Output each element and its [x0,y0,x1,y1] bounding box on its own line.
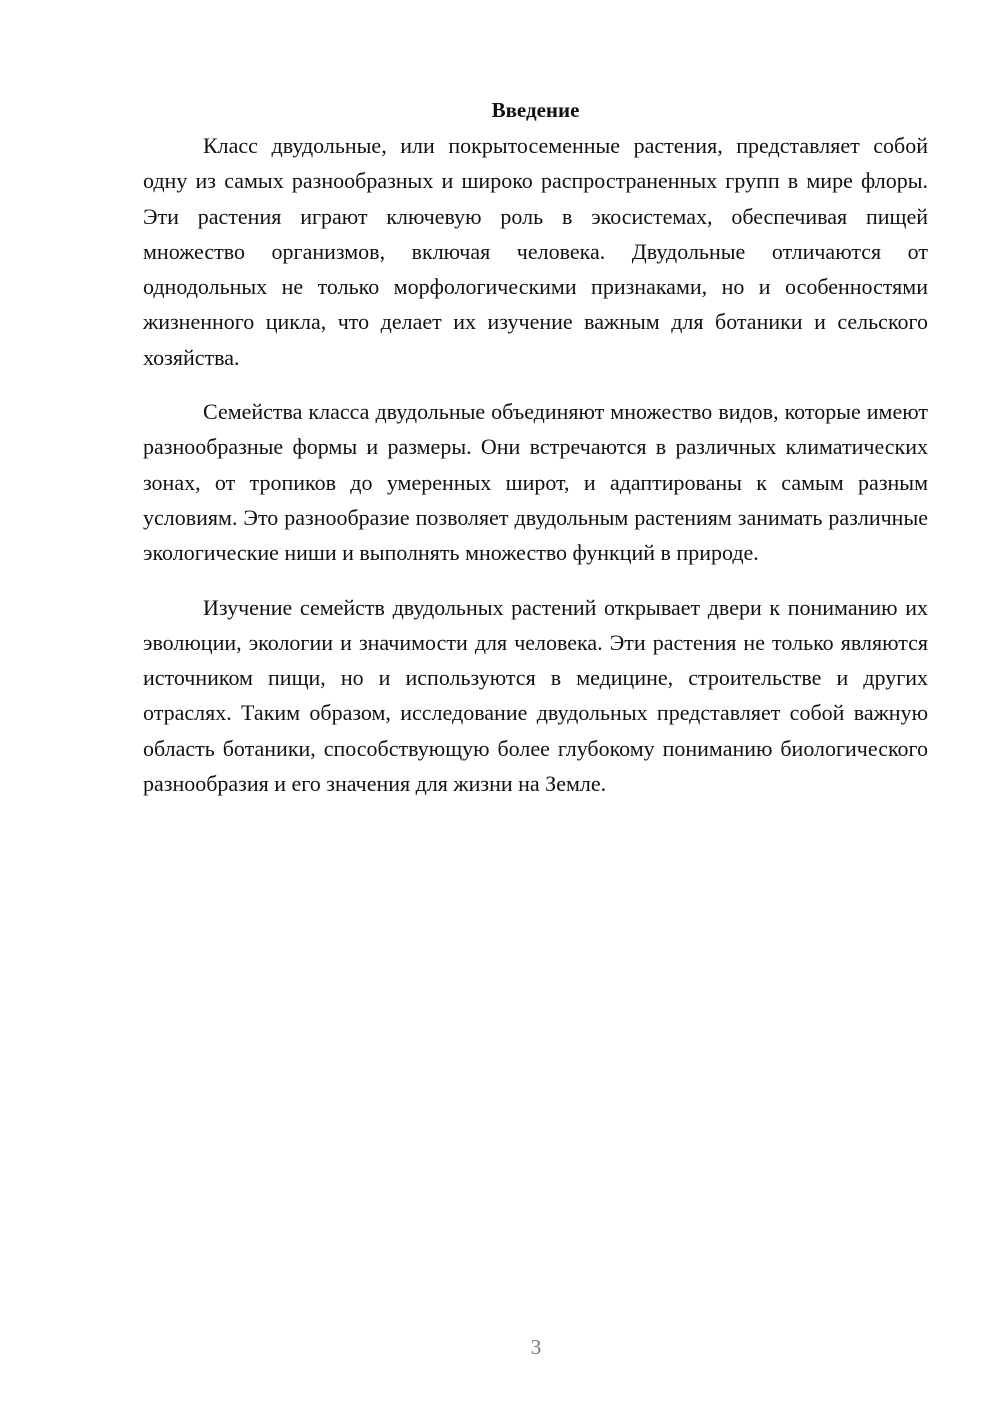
paragraph-2: Семейства класса двудольные объединяют множество видов, которые имеют разнообразные формы и размеры. Они встречаются в различных климатических зонах, от тропиков до умеренных широт, и адаптированы к самым разным условиям. Это разнообразие позволяет двудольным растениям занимать различные экологические ниши и выполнять множество функций в природе. [143,399,928,566]
paragraph-3: Изучение семейств двудольных растений открывает двери к пониманию их эволюции, экологии и значимости для человека. Эти растения не только являются источником пищи, но и используются в медицине, строительстве и других отраслях. Таким образом, исследование двудольных представляет собой важную область ботаники, способствующую более глубокому пониманию биологического разнообразия и его значения для жизни на Земле. [143,594,928,797]
page-content [143,92,928,801]
section-title: Введение [491,98,580,122]
page-number: 3 [530,1335,542,1359]
paragraph-1: Класс двудольные, или покрытосеменные растения, представляет собой одну из самых разнообразных и широко распространенных групп в мире флоры. Эти растения играют ключевую роль в экосистемах, обеспечивая пищей множество организмов, включая человека. Двудольные отличаются от однодольных не только морфологическими признаками, но и особенностями жизненного цикла, что делает их изучение важным для ботаники и сельского хозяйства. [143,133,928,370]
